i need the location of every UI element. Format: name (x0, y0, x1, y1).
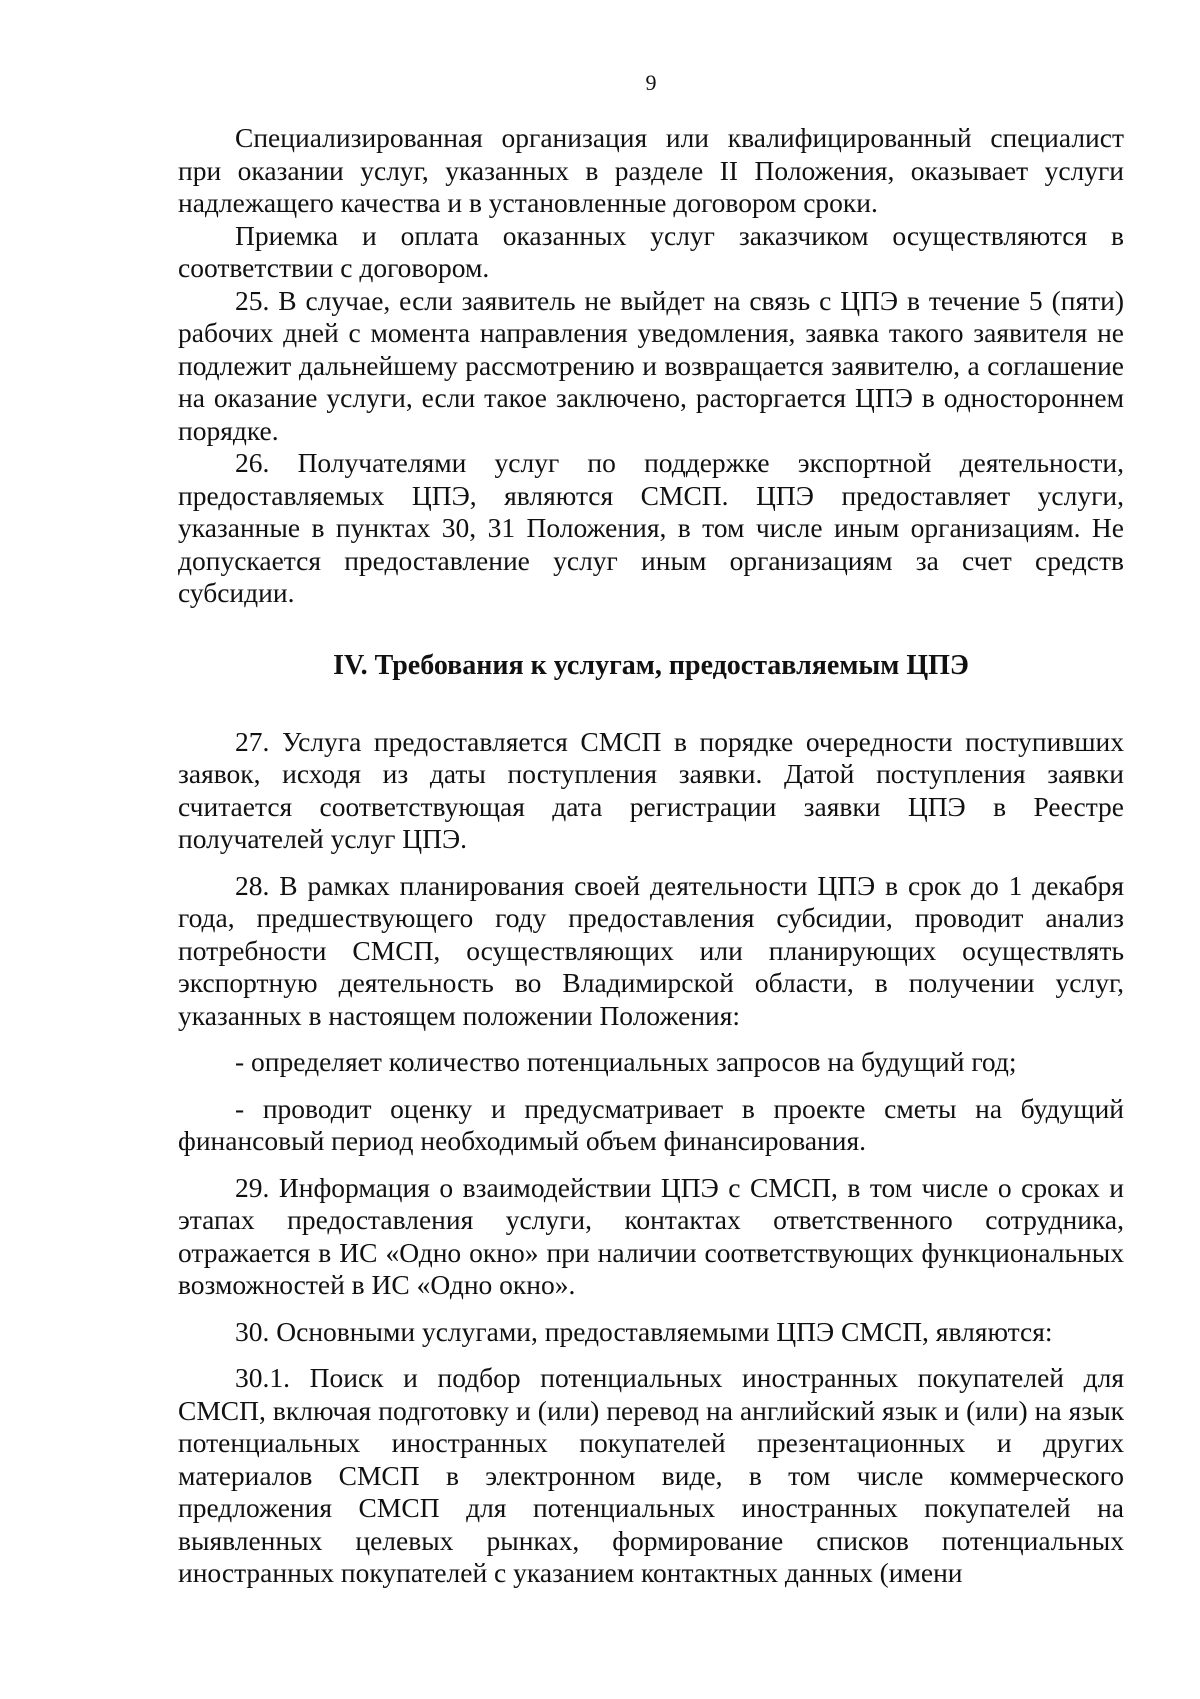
paragraph-30-1: 30.1. Поиск и подбор потенциальных иностранных покупателей для СМСП, включая подготовку и (или) перевод на английский язык и (или) на язык потенциальных иностранных покупателей презентационных и других материалов СМСП в электронном виде, в том числе коммерческого предложения СМСП для потенциальных иностранных покупателей на выявленных целевых рынках, формирование списков потенциальных иностранных покупателей с указанием контактных данных (имени (178, 1362, 1124, 1588)
paragraph-29: 29. Информация о взаимодействии ЦПЭ с СМСП, в том числе о сроках и этапах предоставления услуги, контактах ответственного сотрудника, отражается в ИС «Одно окно» при наличии соответствующих функциональных возможностей в ИС «Одно окно». (178, 1171, 1124, 1300)
paragraph-acceptance-payment: Приемка и оплата оказанных услуг заказчиком осуществляются в соответствии с договором. (178, 219, 1124, 283)
page-number: 9 (645, 70, 657, 95)
paragraph-26: 26. Получателями услуг по поддержке экспортной деятельности, предоставляемых ЦПЭ, являются СМСП. ЦПЭ предоставляет услуги, указанные в пунктах 30, 31 Положения, в том числе иным организациям. Не допускается предоставление услуг иным организациям за счет средств субсидии. (178, 447, 1124, 608)
paragraph-28: 28. В рамках планирования своей деятельности ЦПЭ в срок до 1 декабря года, предшествующего году предоставления субсидии, проводит анализ потребности СМСП, осуществляющих или планирующих осуществлять экспортную деятельность во Владимирской области, в получении услуг, указанных в настоящем положении Положения: (178, 869, 1124, 1031)
section-heading: IV. Требования к услугам, предоставляемым ЦПЭ (333, 649, 969, 681)
paragraph-27: 27. Услуга предоставляется СМСП в порядке очередности поступивших заявок, исходя из даты поступления заявки. Датой поступления заявки считается соответствующая дата регистрации заявки ЦПЭ в Реестре получателей услуг ЦПЭ. (178, 725, 1124, 854)
paragraph-specialized-organization: Специализированная организация или квалифицированный специалист при оказании услуг, указанных в разделе II Положения, оказывает услуги надлежащего качества и в установленные договором сроки. (178, 122, 1124, 218)
document-page (178, 70, 1124, 1590)
paragraph-25: 25. В случае, если заявитель не выйдет на связь с ЦПЭ в течение 5 (пяти) рабочих дней с момента направления уведомления, заявка такого заявителя не подлежит дальнейшему рассмотрению и возвращается заявителю, а соглашение на оказание услуги, если такое заключено, расторгается ЦПЭ в одностороннем порядке. (178, 284, 1124, 446)
paragraph-30: 30. Основными услугами, предоставляемыми ЦПЭ СМСП, являются: (235, 1315, 1053, 1347)
list-item-assessment: - проводит оценку и предусматривает в проекте сметы на будущий финансовый период необходимый объем финансирования. (178, 1092, 1124, 1156)
list-item-determine-requests: - определяет количество потенциальных запросов на будущий год; (235, 1046, 1017, 1077)
